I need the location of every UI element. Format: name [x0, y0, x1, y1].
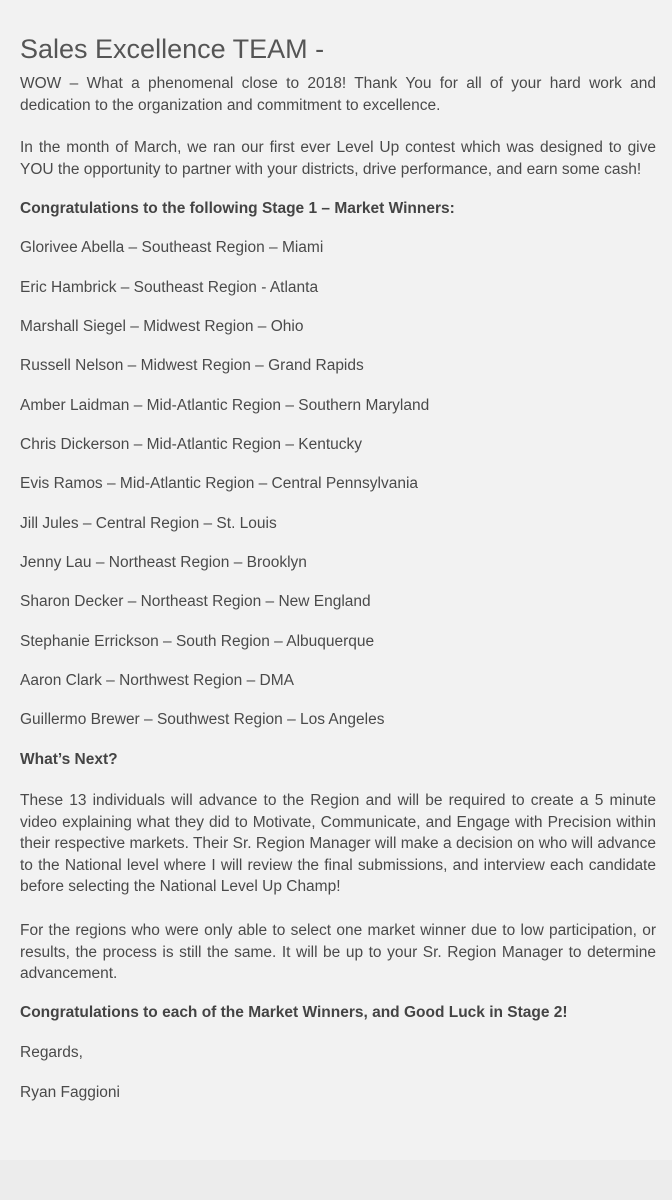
next-heading: What’s Next?	[20, 751, 118, 768]
winners-heading: Congratulations to the following Stage 1 – Market Winners:	[20, 200, 455, 217]
winner-item: Guillermo Brewer – Southwest Region – Los Angeles	[20, 711, 385, 728]
signature: Ryan Faggioni	[20, 1084, 120, 1101]
email-title: Sales Excellence TEAM -	[20, 34, 325, 64]
winner-item: Evis Ramos – Mid-Atlantic Region – Central Pennsylvania	[20, 475, 419, 492]
bottom-band	[0, 1160, 672, 1200]
winner-item: Sharon Decker – Northeast Region – New England	[20, 593, 371, 610]
winner-item: Marshall Siegel – Midwest Region – Ohio	[20, 318, 304, 335]
winner-item: Jill Jules – Central Region – St. Louis	[20, 515, 277, 532]
winner-item: Chris Dickerson – Mid-Atlantic Region – Kentucky	[20, 436, 362, 453]
regards-line: Regards,	[20, 1044, 83, 1061]
intro-paragraph: WOW – What a phenomenal close to 2018! Thank You for all of your hard work and dedication to the organization and commitment to excellence.	[20, 75, 656, 114]
winner-item: Amber Laidman – Mid-Atlantic Region – Southern Maryland	[20, 397, 430, 414]
winner-item: Aaron Clark – Northwest Region – DMA	[20, 672, 294, 689]
winner-item: Eric Hambrick – Southeast Region - Atlanta	[20, 279, 319, 296]
winner-item: Jenny Lau – Northeast Region – Brooklyn	[20, 554, 307, 571]
regions-note-paragraph: For the regions who were only able to select one market winner due to low participation, or results, the process is still the same. It will be up to your Sr. Region Manager to determine advancement.	[20, 922, 656, 982]
contest-paragraph: In the month of March, we ran our first ever Level Up contest which was designed to give YOU the opportunity to partner with your districts, drive performance, and earn some cash!	[20, 139, 656, 178]
winner-item: Russell Nelson – Midwest Region – Grand Rapids	[20, 357, 364, 374]
winner-item: Glorivee Abella – Southeast Region – Miami	[20, 239, 324, 256]
next-paragraph: These 13 individuals will advance to the Region and will be required to create a 5 minute video explaining what they did to Motivate, Communicate, and Engage with Precision within their respective markets. Their Sr. Region Manager will make a decision on who will advance to the National level where I will review the final submissions, and interview each candidate before selecting the National Level Up Champ!	[20, 792, 656, 895]
winner-item: Stephanie Errickson – South Region – Albuquerque	[20, 633, 375, 650]
closing-line: Congratulations to each of the Market Winners, and Good Luck in Stage 2!	[20, 1004, 568, 1021]
